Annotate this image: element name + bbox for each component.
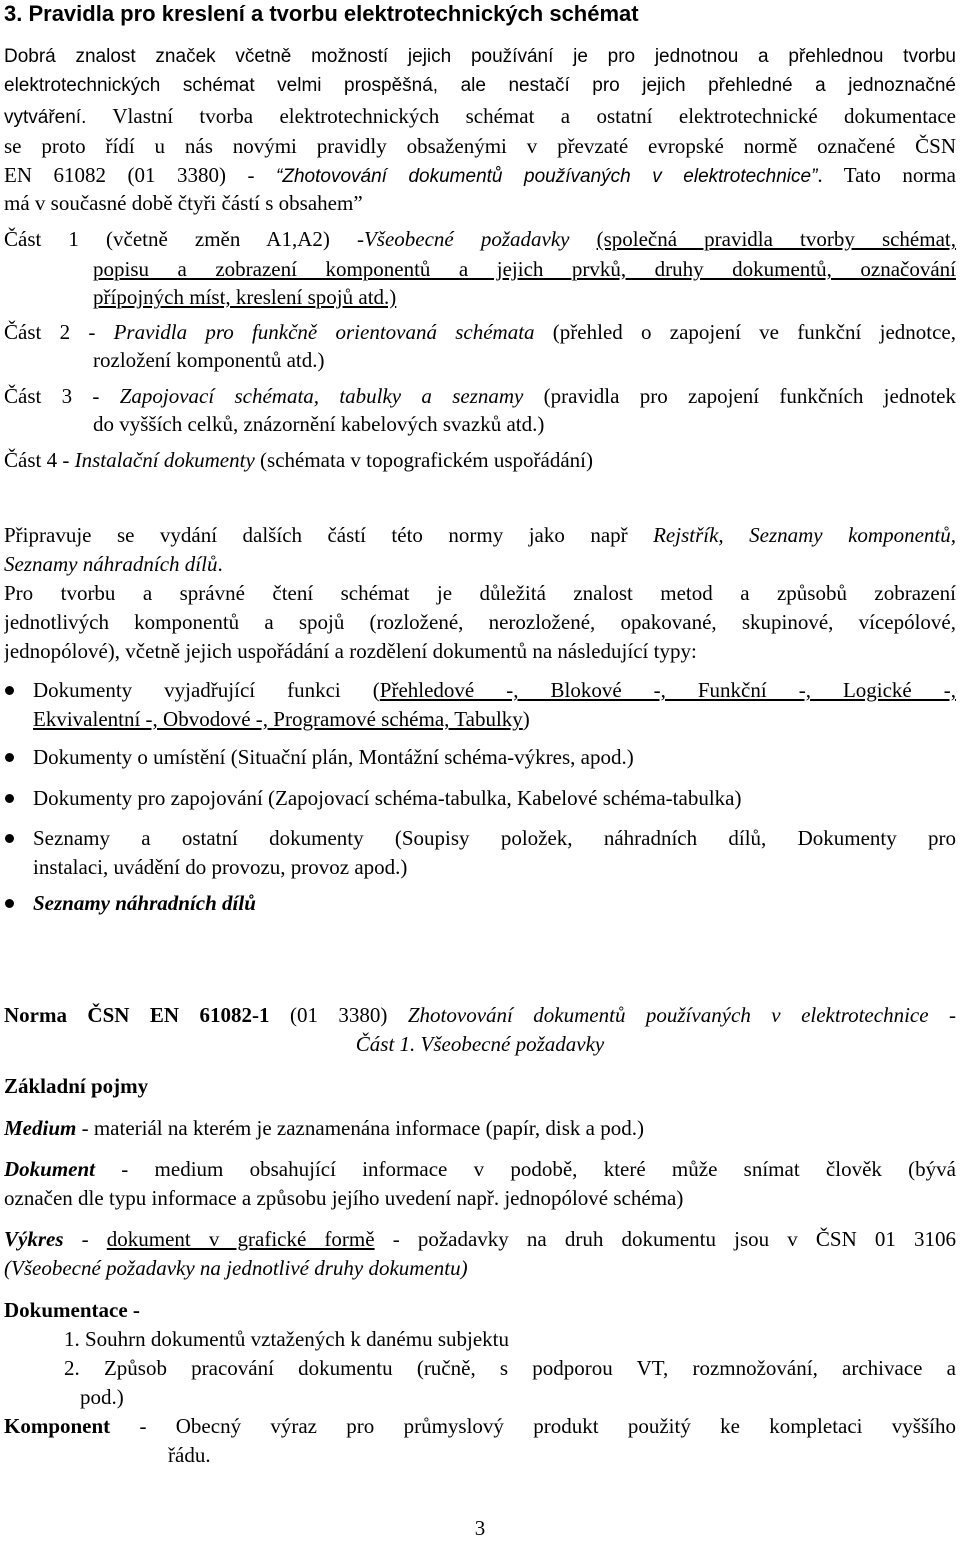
dokumentace-item-1: 1. Souhrn dokumentů vztažených k danému subjektu	[64, 1327, 509, 1351]
document-types: Ekvivalentní -, Obvodové -, Programové schéma, Tabulky	[33, 707, 523, 731]
section-heading: 3. Pravidla pro kreslení a tvorbu elektrotechnických schémat	[4, 1, 639, 26]
part-4-line	[4, 447, 956, 473]
spare-parts-lists: Seznamy náhradních dílů	[33, 891, 256, 915]
part-label: Část 3 -	[4, 384, 120, 408]
intro-line-4: se proto řídí u nás novými pravidly obsaženými v převzaté evropské normě označené ČSN	[4, 134, 956, 158]
part-3-line-2: do vyšších celků, znázornění kabelových svazků atd.)	[93, 412, 545, 436]
definition-vykres-line-1: Výkres - dokument v grafické formě - požadavky na druh dokumentu jsou v ČSN 01 3106	[4, 1227, 956, 1251]
intro-line-5	[4, 162, 956, 190]
intro-line-6: má v současné době čtyři částí s obsahem”	[4, 191, 363, 215]
part-label: Část 2 -	[4, 320, 114, 344]
intro-line-1: Dobrá znalost značek včetně možností jejich používání je pro jednotnou a přehlednou tvorbu	[4, 46, 956, 67]
intro-text: EN 61082 (01 3380) -	[4, 163, 277, 187]
term: Dokument	[4, 1157, 96, 1181]
page-number: 3	[474, 1516, 486, 1540]
part-1-line-2	[93, 256, 956, 282]
basics-heading: Základní pojmy	[4, 1074, 149, 1098]
part-description: (společná pravidla tvorby schémat,	[596, 227, 956, 251]
bullet-icon	[5, 834, 14, 843]
term: Dokumentace -	[4, 1298, 140, 1322]
definition-dokumentace	[4, 1297, 956, 1323]
part-description: (pravidla pro zapojení funkčních jednotek	[523, 384, 956, 408]
methods-line-2: jednotlivých komponentů a spojů (rozložené, nerozložené, opakované, skupinové, vícepólové,	[4, 610, 956, 634]
part-1-line-1	[4, 226, 956, 252]
term: Medium	[4, 1116, 77, 1140]
part-label: Část 1 (včetně změn A1,A2) -	[4, 227, 364, 251]
definition-dokument-line-2: označen dle typu informace a způsobu jejího uvedení např. jednopólové schéma)	[4, 1186, 684, 1210]
document-types: Přehledové -, Blokové -, Funkční -, Logické -,	[379, 678, 956, 702]
part-label: Část 4 -	[4, 448, 75, 472]
bullet-3: Dokumenty pro zapojování (Zapojovací schéma-tabulka, Kabelové schéma-tabulka)	[33, 786, 742, 810]
part-description: (schémata v topografickém uspořádání)	[254, 448, 593, 472]
bullet-icon	[5, 686, 14, 695]
definition-vykres-line-2: (Všeobecné požadavky na jednotlivé druhy dokumentu)	[4, 1256, 468, 1280]
dokumentace-item-2-line-1: 2. Způsob pracování dokumentu (ručně, s podporou VT, rozmnožování, archivace a	[64, 1356, 956, 1380]
part-description: popisu a zobrazení komponentů a jejich prvků, druhy dokumentů, označování	[93, 257, 956, 281]
definition-komponent-line-1: Komponent - Obecný výraz pro průmyslový produkt použitý ke kompletaci vyššího	[4, 1414, 956, 1438]
bullet-4-line-2: instalaci, uvádění do provozu, provoz apod.)	[33, 855, 408, 879]
part-title: Všeobecné požadavky	[363, 227, 570, 251]
standard-title: “Zhotovování dokumentů používaných v elektrotechnice”	[276, 166, 818, 187]
part-description: (přehled o zapojení ve funkční jednotce,	[534, 320, 956, 344]
methods-line-1: Pro tvorbu a správné čtení schémat je důležitá znalost metod a způsobů zobrazení	[4, 581, 956, 605]
part-title: Zapojovací schémata, tabulky a seznamy	[119, 384, 524, 408]
intro-line-3	[4, 103, 956, 131]
bullet-icon	[5, 794, 14, 803]
methods-line-3: jednopólové), včetně jejich uspořádání a rozdělení dokumentů na následující typy:	[4, 639, 697, 663]
bullet-1-line-1: Dokumenty vyjadřující funkci (Přehledové -, Blokové -, Funkční -, Logické -,	[33, 678, 956, 702]
norm-code: Norma ČSN EN 61082-1	[4, 1003, 270, 1027]
bullet-5	[33, 890, 956, 916]
part-3-line-1	[4, 383, 956, 409]
dokumentace-item-2-line-2: pod.)	[80, 1385, 124, 1409]
bullet-icon	[5, 899, 14, 908]
definition-medium: Medium - materiál na kterém je zaznamenána informace (papír, disk a pod.)	[4, 1116, 644, 1140]
intro-text: Vlastní tvorba elektrotechnických schémat a ostatní elektrotechnické dokumentace	[86, 104, 956, 128]
intro-text: vytváření.	[4, 107, 87, 128]
part-2-line-1	[4, 319, 956, 345]
part-2-line-2: rozložení komponentů atd.)	[93, 348, 325, 372]
prep-line-1: Připravuje se vydání dalších částí této normy jako např Rejstřík, Seznamy komponentů,	[4, 523, 956, 547]
intro-line-2: elektrotechnických schémat velmi prospěšná, ale nestačí pro jejich přehledné a jednoznačné	[4, 75, 956, 96]
definition-komponent-line-2: řádu.	[168, 1443, 211, 1467]
term: Výkres	[4, 1227, 64, 1251]
part-title: Instalační dokumenty	[74, 448, 255, 472]
norm-part: Část 1. Všeobecné požadavky	[355, 1032, 605, 1056]
part-title: Pravidla pro funkčně orientovaná schémata	[113, 320, 535, 344]
part-1-line-3	[93, 284, 956, 310]
bullet-icon	[5, 753, 14, 762]
norm-title-line-2	[4, 1031, 956, 1057]
intro-text: . Tato norma	[817, 163, 956, 187]
bullet-1-line-2: Ekvivalentní -, Obvodové -, Programové schéma, Tabulky)	[33, 707, 530, 731]
bullet-2: Dokumenty o umístění (Situační plán, Montážní schéma-výkres, apod.)	[33, 745, 634, 769]
planned-parts: Seznamy náhradních dílů	[4, 552, 218, 576]
definition-dokument-line-1: Dokument - medium obsahující informace v podobě, které může snímat člověk (bývá	[4, 1157, 956, 1181]
part-description: přípojných míst, kreslení spojů atd.)	[93, 285, 397, 309]
prep-line-2: Seznamy náhradních dílů.	[4, 552, 223, 576]
norm-title-line-1: Norma ČSN EN 61082-1 (01 3380) Zhotovování dokumentů používaných v elektrotechnice -	[4, 1003, 956, 1027]
bullet-4-line-1: Seznamy a ostatní dokumenty (Soupisy položek, náhradních dílů, Dokumenty pro	[33, 826, 956, 850]
term: Komponent	[4, 1414, 111, 1438]
norm-name: Zhotovování dokumentů používaných v elektrotechnice -	[407, 1003, 956, 1027]
planned-parts: Rejstřík, Seznamy komponentů,	[653, 523, 956, 547]
